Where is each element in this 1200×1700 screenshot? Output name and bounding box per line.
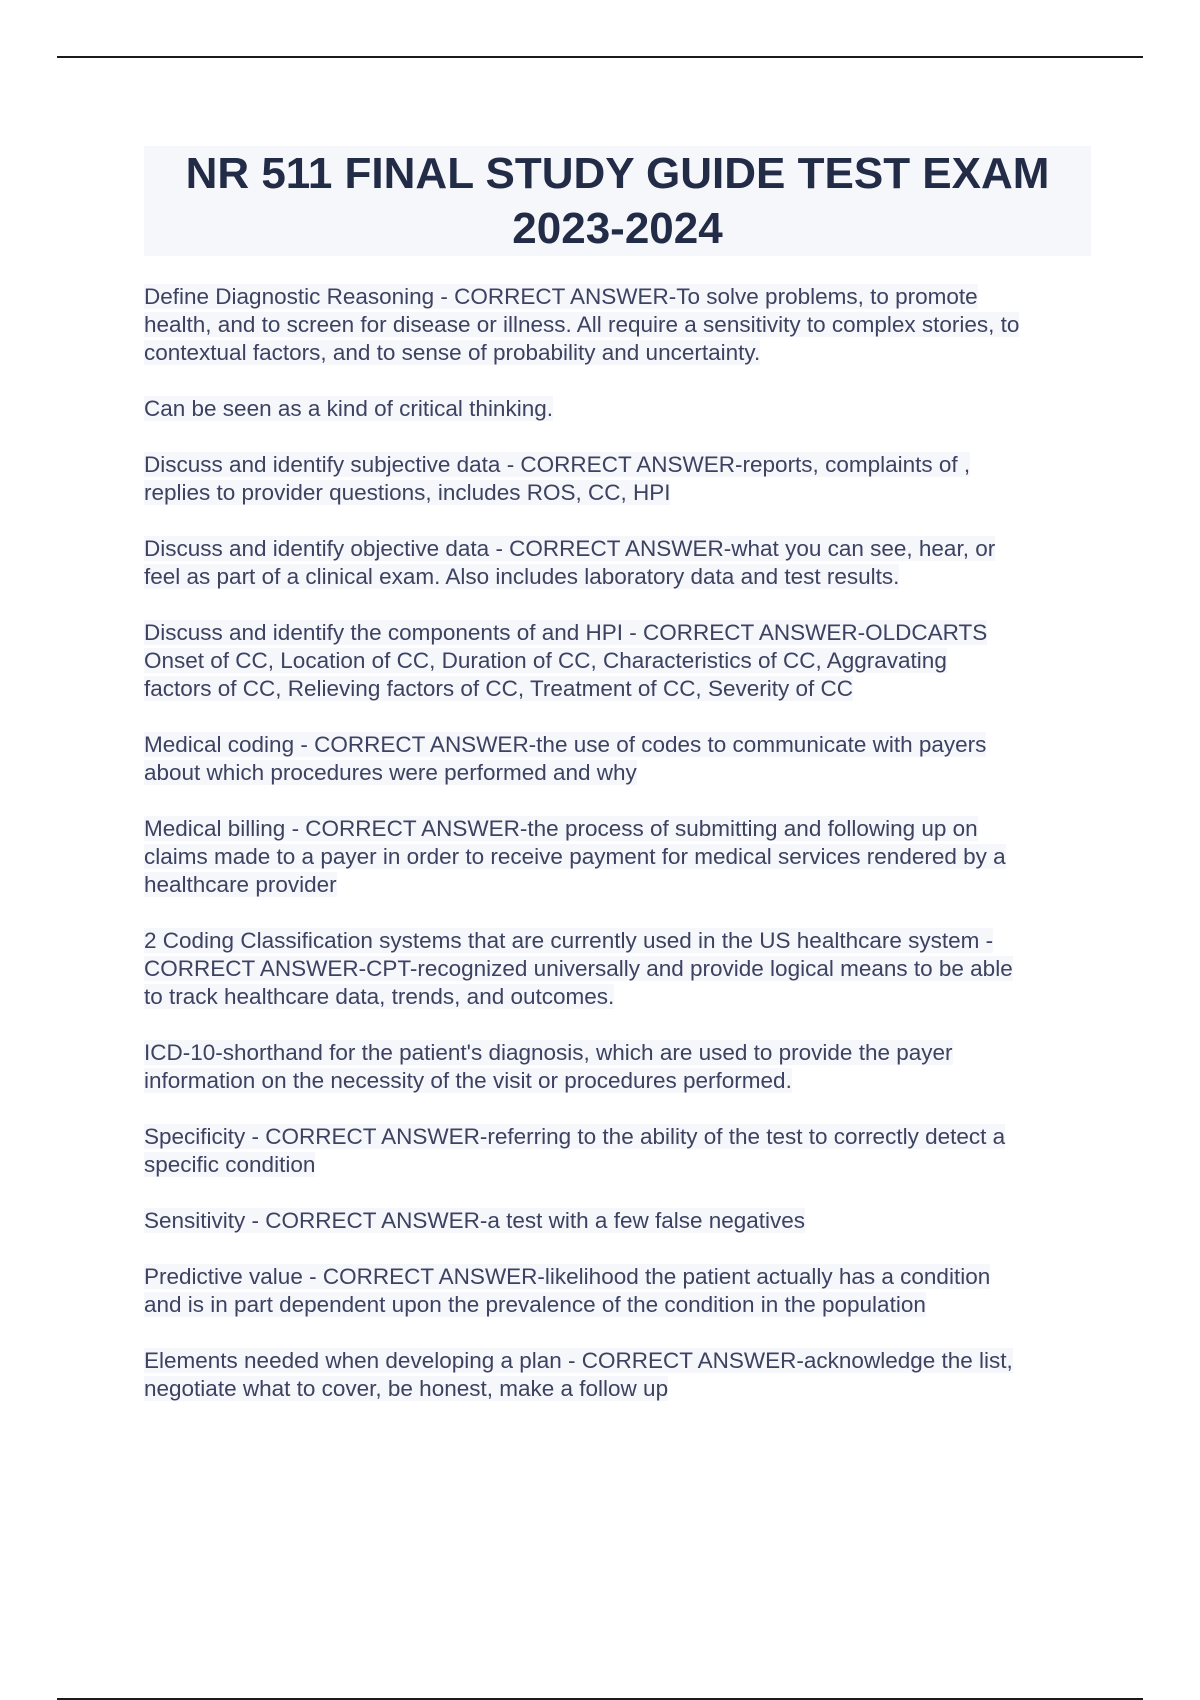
top-rule xyxy=(57,56,1143,58)
entry-medical-billing: Medical billing - CORRECT ANSWER-the process of submitting and following up on claims made to a payer in order to receive payment for medical services rendered by a healthcare provider xyxy=(144,816,1006,897)
entry-sensitivity: Sensitivity - CORRECT ANSWER-a test with a few false negatives xyxy=(144,1208,806,1233)
entry-medical-coding: Medical coding - CORRECT ANSWER-the use of codes to communicate with payers about which procedures were performed and why xyxy=(144,732,987,785)
entry-plan-elements: Elements needed when developing a plan - CORRECT ANSWER-acknowledge the list, negotiate what to cover, be honest, make a follow up xyxy=(144,1348,1013,1401)
entry-coding-systems: 2 Coding Classification systems that are currently used in the US healthcare system - CORRECT ANSWER-CPT-recognized universally and provide logical means to be able to track healthcare data, trends, and outcomes. xyxy=(144,928,1013,1009)
document-body xyxy=(144,283,1104,1431)
entry-specificity: Specificity - CORRECT ANSWER-referring to the ability of the test to correctly detect a specific condition xyxy=(144,1124,1006,1177)
entry-critical-thinking: Can be seen as a kind of critical thinking. xyxy=(144,396,553,421)
entry-predictive-value: Predictive value - CORRECT ANSWER-likelihood the patient actually has a condition and is in part dependent upon the prevalence of the condition in the population xyxy=(144,1264,991,1317)
document-title: NR 511 FINAL STUDY GUIDE TEST EXAM 2023-2024 xyxy=(185,149,1050,253)
title-banner xyxy=(144,146,1091,256)
entry-diagnostic-reasoning: Define Diagnostic Reasoning - CORRECT ANSWER-To solve problems, to promote health, and to screen for disease or illness. All require a sensitivity to complex stories, to contextual factors, and to sense of probability and uncertainty. xyxy=(144,284,1020,365)
entry-hpi-components: Discuss and identify the components of and HPI - CORRECT ANSWER-OLDCARTS Onset of CC, Location of CC, Duration of CC, Characteristics of CC, Aggravating factors of CC, Relieving factors of CC, Treatment of CC, Severity of CC xyxy=(144,620,988,701)
entry-objective-data: Discuss and identify objective data - CORRECT ANSWER-what you can see, hear, or feel as part of a clinical exam. Also includes laboratory data and test results. xyxy=(144,536,996,589)
entry-subjective-data: Discuss and identify subjective data - CORRECT ANSWER-reports, complaints of , replies to provider questions, includes ROS, CC, HPI xyxy=(144,452,971,505)
entry-icd-10: ICD-10-shorthand for the patient's diagnosis, which are used to provide the payer information on the necessity of the visit or procedures performed. xyxy=(144,1040,953,1093)
